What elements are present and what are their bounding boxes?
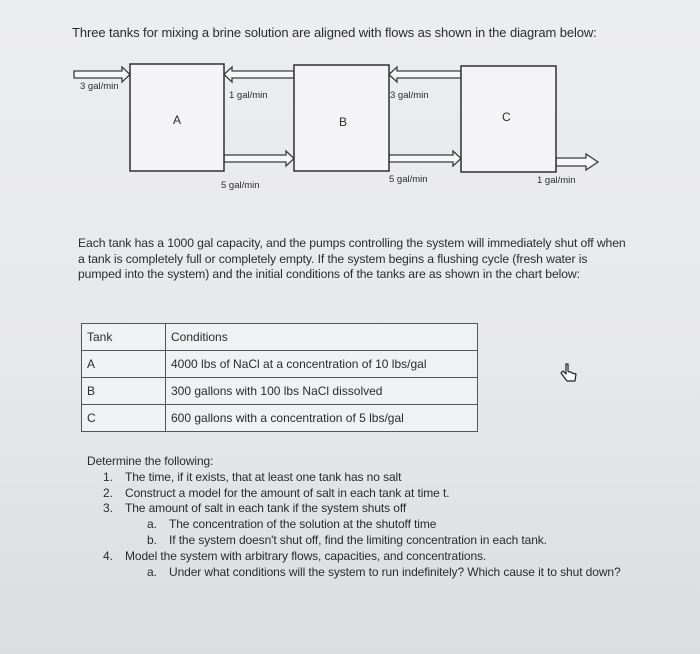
header-tank: Tank: [82, 324, 166, 351]
sub-question-list: [87, 565, 647, 581]
table-row: [82, 405, 478, 432]
row-conditions: 600 gallons with a concentration of 5 lbs/gal: [166, 405, 478, 432]
c-to-b-arrow-icon: [389, 67, 461, 82]
tank-flow-diagram: [0, 0, 700, 230]
inflow-label: 3 gal/min: [80, 81, 119, 92]
sub-question-item: [87, 517, 647, 533]
b-to-a-label: 1 gal/min: [229, 90, 268, 101]
question-list: [87, 470, 647, 581]
sub-question-list: [87, 517, 647, 549]
table-row: [82, 351, 478, 378]
tank-a-label: A: [173, 113, 182, 127]
outflow-label: 1 gal/min: [537, 175, 576, 186]
a-to-b-label: 5 gal/min: [221, 180, 260, 191]
sub-question-item: [87, 565, 647, 581]
question-text: The time, if it exists, that at least one tank has no salt: [125, 469, 402, 484]
initial-conditions-table: [81, 323, 478, 432]
c-to-b-label: 3 gal/min: [390, 90, 429, 101]
problem-paragraph: Each tank has a 1000 gal capacity, and the pumps controlling the system will immediately shut off when a tank is completely full or completely empty. If the system begins a flushing cycle (fresh water is pumped into the system) and the initial conditions of the tanks are as shown in the chart below:: [78, 236, 626, 282]
questions-section: [87, 454, 647, 580]
sub-question-text: The concentration of the solution at the shutoff time: [169, 517, 437, 532]
row-conditions: 4000 lbs of NaCl at a concentration of 10 lbs/gal: [166, 351, 478, 378]
question-number: 4.: [103, 548, 113, 563]
question-number: 3.: [103, 501, 113, 516]
sub-question-text: If the system doesn't shut off, find the limiting concentration in each tank.: [169, 532, 547, 547]
table-row: [82, 378, 478, 405]
intro-text: Three tanks for mixing a brine solution are aligned with flows as shown in the diagram below:: [72, 25, 597, 40]
sub-question-text: Under what conditions will the system to run indefinitely? Which cause it to shut down?: [169, 564, 621, 579]
tank-c-label: C: [502, 110, 511, 124]
question-text: Construct a model for the amount of salt in each tank at time t.: [125, 485, 450, 500]
a-to-b-arrow-icon: [224, 151, 294, 166]
b-to-c-arrow-icon: [389, 151, 461, 166]
question-item: [87, 549, 647, 581]
question-text: The amount of salt in each tank if the system shuts off: [125, 501, 407, 516]
question-text: Model the system with arbitrary flows, capacities, and concentrations.: [125, 548, 487, 563]
row-conditions: 300 gallons with 100 lbs NaCl dissolved: [166, 378, 478, 405]
header-conditions: Conditions: [166, 324, 478, 351]
sub-question-item: [87, 533, 647, 549]
row-tank: C: [82, 405, 166, 432]
sub-question-letter: a.: [147, 517, 157, 532]
sub-question-letter: b.: [147, 532, 157, 547]
b-to-a-arrow-icon: [224, 67, 294, 82]
question-item: [87, 501, 647, 548]
question-item: [87, 470, 647, 486]
sub-question-letter: a.: [147, 564, 157, 579]
inflow-arrow-icon: [74, 67, 130, 82]
tank-b-label: B: [339, 115, 348, 129]
outflow-arrow-icon: [556, 154, 598, 170]
question-item: [87, 486, 647, 502]
b-to-c-label: 5 gal/min: [389, 174, 428, 185]
row-tank: B: [82, 378, 166, 405]
question-number: 1.: [103, 469, 113, 484]
table-header-row: [82, 324, 478, 351]
mouse-pointer-icon: [558, 362, 580, 386]
row-tank: A: [82, 351, 166, 378]
question-number: 2.: [103, 485, 113, 500]
questions-lead: Determine the following:: [87, 454, 214, 468]
